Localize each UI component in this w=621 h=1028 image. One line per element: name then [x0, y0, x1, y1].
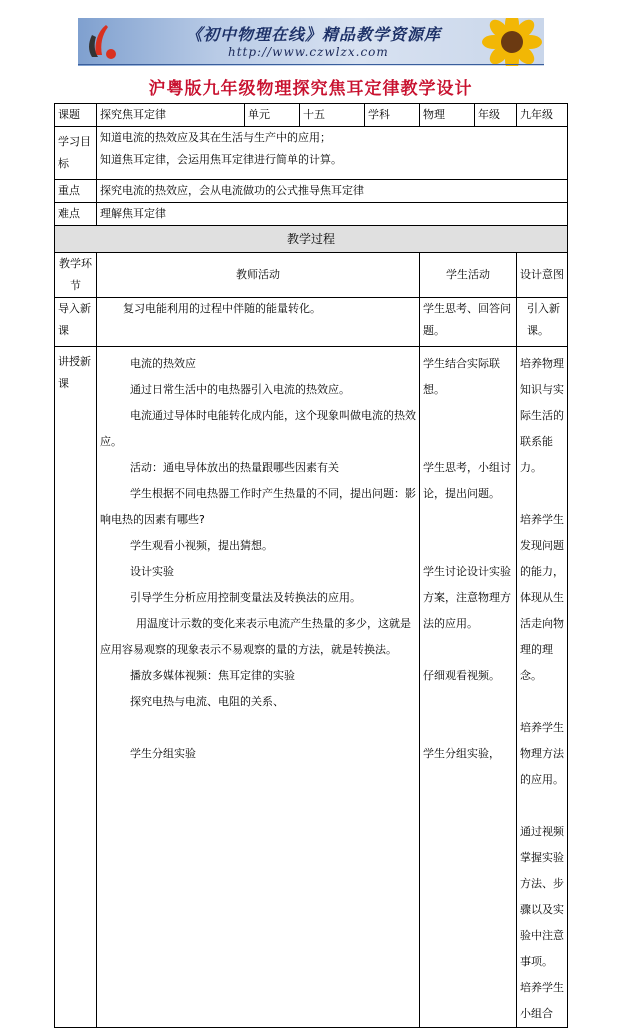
- site-logo-icon: [84, 21, 124, 63]
- goal-line: 知道电流的热效应及其在生活与生产中的应用；: [100, 131, 331, 144]
- intent-line: 培养学生发现问题的能力，体现从生活走向物理的理念。: [520, 513, 564, 682]
- col-intent-header: 设计意图: [517, 253, 568, 298]
- topic-label: 课题: [55, 104, 97, 127]
- difficulty-label: 难点: [55, 203, 97, 226]
- process-header: 教学过程: [55, 226, 568, 253]
- banner-url: http://www.czwlzx.com: [228, 45, 389, 59]
- subject-value: 物理: [420, 104, 475, 127]
- intent-cell: [517, 347, 568, 1028]
- banner-rule: [78, 64, 544, 65]
- document-title: 沪粤版九年级物理探究焦耳定律教学设计: [148, 79, 473, 99]
- key-point-value: 探究电流的热效应，会从电流做功的公式推导焦耳定律: [97, 180, 568, 203]
- intent-line: 培养物理知识与实际生活的联系能力。: [520, 357, 564, 474]
- student-cell: [420, 298, 517, 347]
- teacher-line: 学生观看小视频，提出猜想。: [130, 539, 273, 552]
- teacher-line: 探究电热与电流、电阻的关系、: [130, 695, 284, 708]
- intent-line: 引入新课。: [527, 302, 560, 337]
- teacher-line: 设计实验: [130, 565, 174, 578]
- student-line: 学生思考、回答问题。: [423, 302, 511, 337]
- student-line: 学生思考，小组讨论，提出问题。: [423, 461, 511, 500]
- intent-line: 通过视频掌握实验方法、步骤以及实验中注意事项。: [520, 825, 564, 968]
- grade-label: 年级: [475, 104, 517, 127]
- key-point-row: [55, 180, 568, 203]
- subject-label: 学科: [365, 104, 420, 127]
- stage-cell: 导入新课: [55, 298, 97, 347]
- teacher-line: 复习电能利用的过程中伴随的能量转化。: [123, 302, 321, 315]
- grade-value: 九年级: [517, 104, 568, 127]
- difficulty-row: [55, 203, 568, 226]
- header-banner: [78, 18, 544, 66]
- student-line: 学生结合实际联想。: [423, 357, 500, 396]
- teacher-line: 活动：通电导体放出的热量跟哪些因素有关: [130, 461, 339, 474]
- teacher-line: 用温度计示数的变化来表示电流产生热量的多少，这就是应用容易观察的现象表示不易观察的量的方法，就是转换法。: [100, 617, 411, 656]
- intent-cell: [517, 298, 568, 347]
- teacher-line: 通过日常生活中的电热器引入电流的热效应。: [130, 383, 350, 396]
- banner-title: 《初中物理在线》精品教学资源库: [186, 25, 442, 44]
- key-point-label: 重点: [55, 180, 97, 203]
- col-teacher-header: 教师活动: [97, 253, 420, 298]
- student-line: 学生分组实验，: [423, 747, 500, 760]
- student-line: 学生讨论设计实验方案，注意物理方法的应用。: [423, 565, 511, 630]
- teacher-cell: [97, 347, 420, 1028]
- table-row-intro: [55, 298, 568, 347]
- goals-content: [97, 127, 568, 180]
- sunflower-icon: [472, 18, 544, 66]
- topic-value: 探究焦耳定律: [97, 104, 245, 127]
- teacher-line: 电流的热效应: [130, 357, 196, 370]
- student-cell: [420, 347, 517, 1028]
- stage-cell: 讲授新课: [55, 347, 97, 1028]
- unit-label: 单元: [245, 104, 300, 127]
- teacher-line: 播放多媒体视频：焦耳定律的实验: [130, 669, 295, 682]
- info-row: [55, 104, 568, 127]
- teacher-cell: [97, 298, 420, 347]
- lesson-plan-table: [54, 103, 568, 1028]
- student-line: 仔细观看视频。: [423, 669, 500, 682]
- col-student-header: 学生活动: [420, 253, 517, 298]
- goals-row: [55, 127, 568, 180]
- process-header-row: [55, 226, 568, 253]
- intent-line: 培养学生小组合: [520, 981, 564, 1020]
- goals-label: 学习目标: [55, 127, 97, 180]
- teacher-line: 学生分组实验: [130, 747, 196, 760]
- teacher-line: 学生根据不同电热器工作时产生热量的不同，提出问题：影响电热的因素有哪些?: [100, 487, 416, 526]
- unit-value: 十五: [300, 104, 365, 127]
- col-stage-header: 教学环节: [55, 253, 97, 298]
- column-header-row: [55, 253, 568, 298]
- teacher-line: 电流通过导体时电能转化成内能，这个现象叫做电流的热效应。: [100, 409, 416, 448]
- table-row-teach: [55, 347, 568, 1028]
- intent-line: 培养学生物理方法的应用。: [520, 721, 564, 786]
- difficulty-value: 理解焦耳定律: [97, 203, 568, 226]
- teacher-line: 引导学生分析应用控制变量法及转换法的应用。: [130, 591, 361, 604]
- goal-line: 知道焦耳定律，会运用焦耳定律进行简单的计算。: [100, 153, 342, 166]
